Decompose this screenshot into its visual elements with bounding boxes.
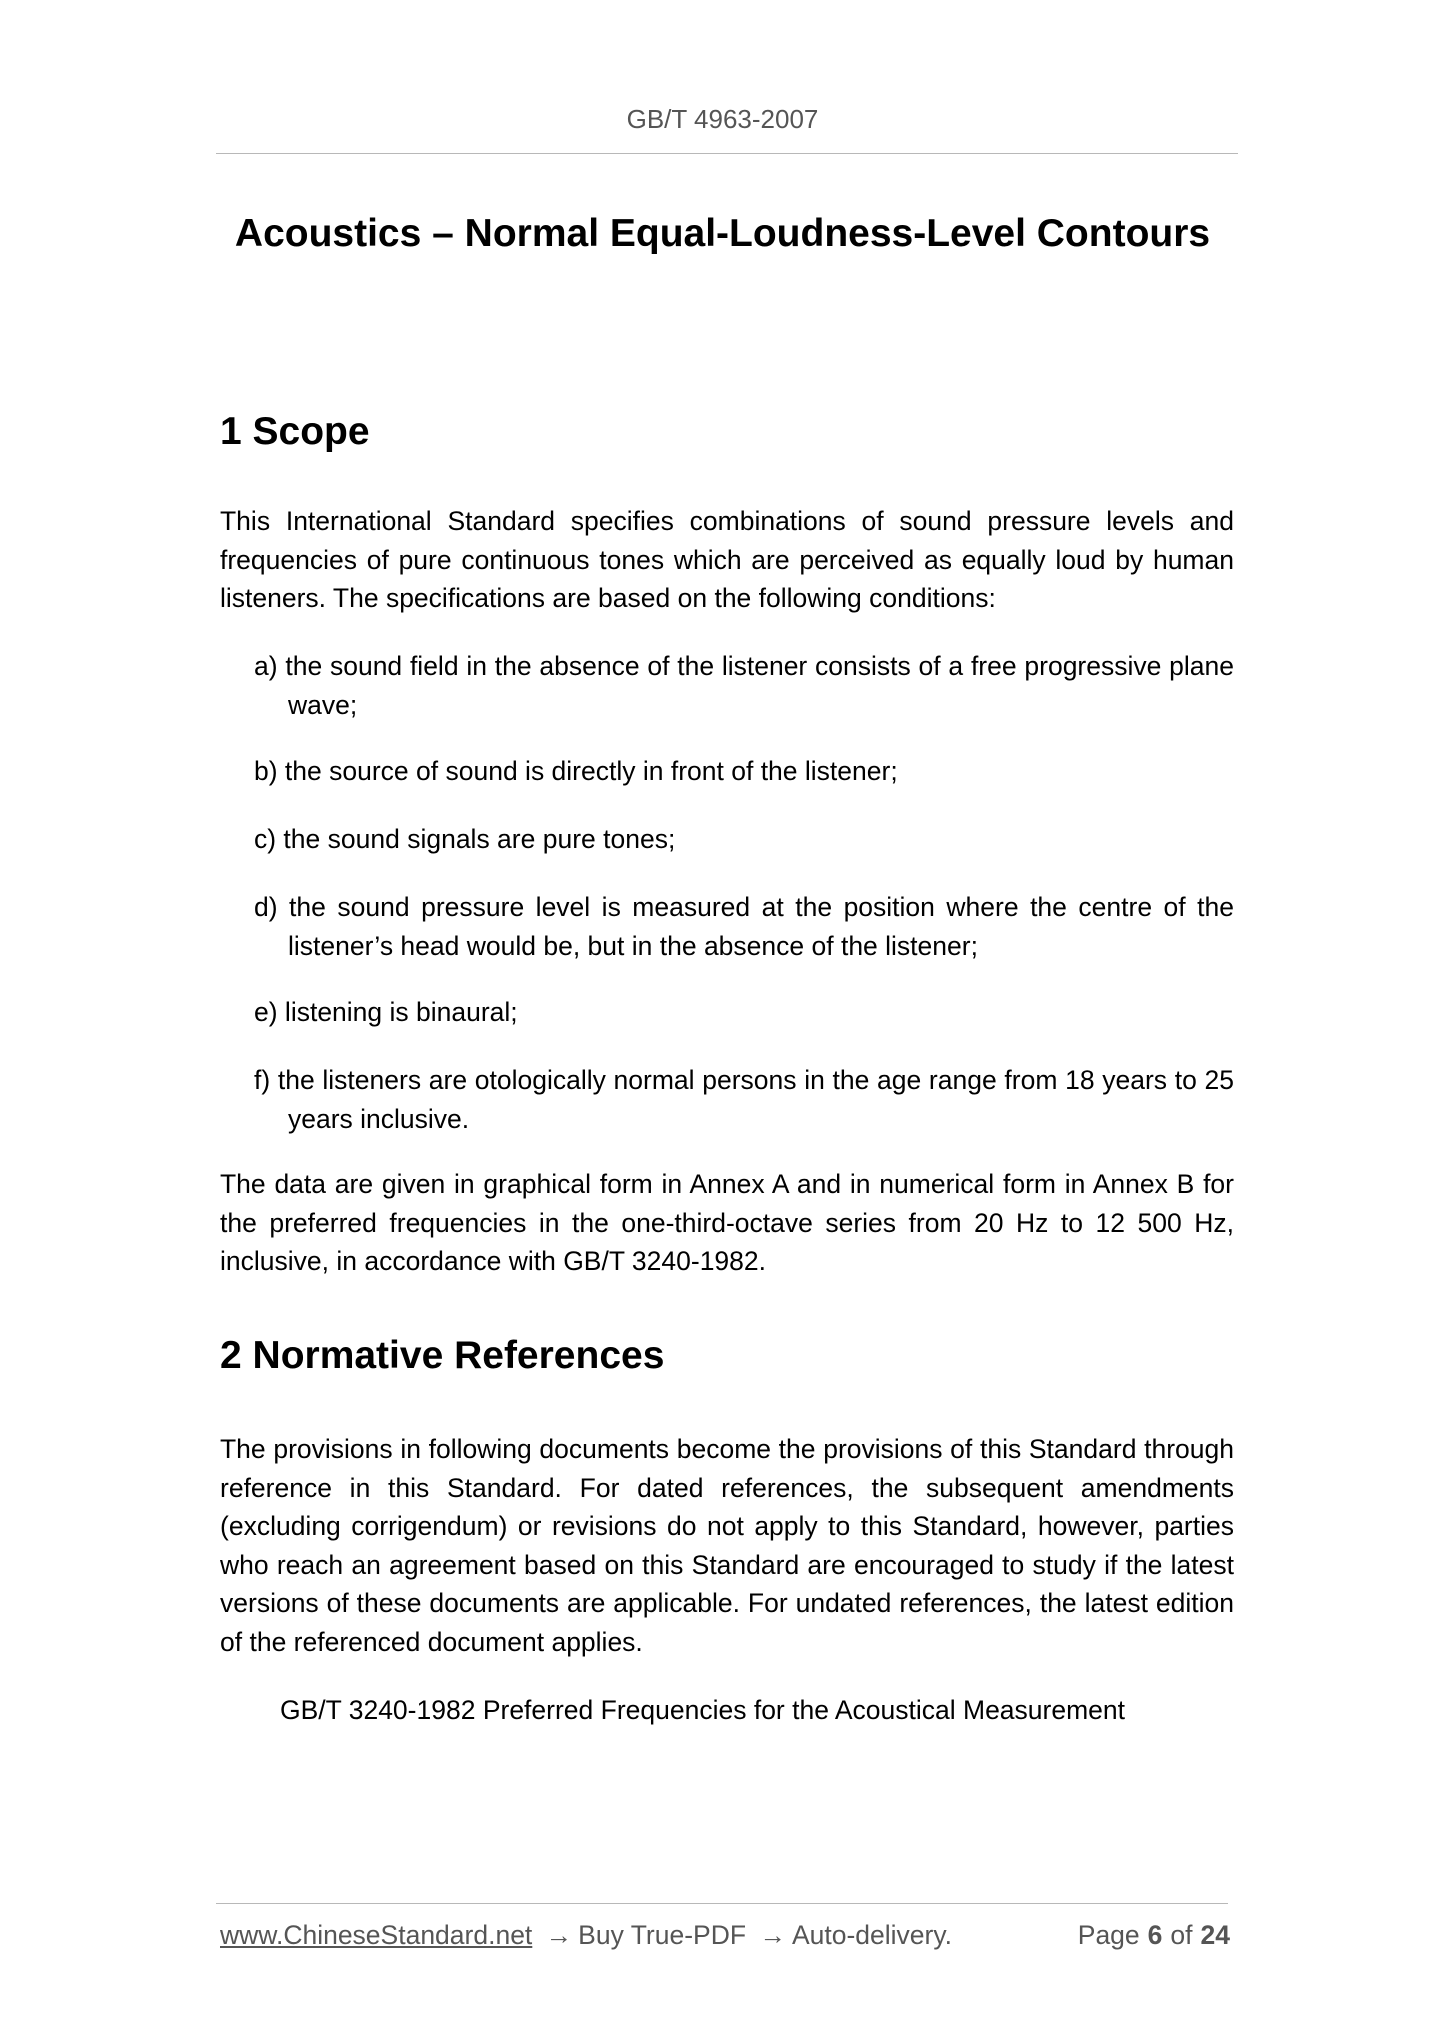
page-number [1078, 1920, 1230, 1951]
page-label: Page [1077, 1920, 1140, 1950]
arrow-right-icon: → [545, 1920, 573, 1950]
scope-closing-paragraph: The data are given in graphical form in Annex A and in numerical form in Annex B for the preferred frequencies in the one-third-octave series from 20 Hz to 12 500 Hz, inclusive, in accordance with GB/T 3240-1982. [220, 1169, 1234, 1276]
website-link[interactable]: www.ChineseStandard.net [220, 1920, 533, 1950]
footer-promo [220, 1920, 952, 1951]
condition-item-b: b) the source of sound is directly in front of the listener; [254, 756, 898, 786]
page-of-label: of [1170, 1920, 1193, 1950]
header-divider [216, 153, 1238, 154]
document-title: Acoustics – Normal Equal-Loudness-Level Contours [234, 212, 1211, 255]
section-heading-scope: 1 Scope [220, 410, 370, 453]
footer-divider [216, 1903, 1228, 1904]
page-footer [220, 1920, 1230, 1960]
arrow-right-icon: → [759, 1920, 786, 1950]
condition-item-a: a) the sound field in the absence of the listener consists of a free progressive plane wave; [254, 651, 1234, 720]
condition-item-d: d) the sound pressure level is measured at the position where the centre of the listener’s head would be, but in the absence of the listener; [254, 892, 1234, 961]
page-current: 6 [1147, 1920, 1163, 1950]
buy-text: Buy True-PDF [578, 1920, 747, 1950]
delivery-text: Auto-delivery. [791, 1920, 952, 1950]
section-heading-normative-references: 2 Normative References [220, 1334, 665, 1377]
reference-entry: GB/T 3240-1982 Preferred Frequencies for the Acoustical Measurement [280, 1695, 1126, 1725]
scope-intro-paragraph: This International Standard specifies combinations of sound pressure levels and frequencies of pure continuous tones which are perceived as equally loud by human listeners. The specifications are based on the following conditions: [220, 506, 1234, 613]
normative-references-paragraph: The provisions in following documents become the provisions of this Standard through reference in this Standard. For dated references, the subsequent amendments (excluding corrigendum) or revisions do not apply to this Standard, however, parties who reach an agreement based on this Standard are encouraged to study if the latest versions of these documents are applicable. For undated references, the latest edition of the referenced document applies. [220, 1434, 1234, 1657]
condition-item-e: e) listening is binaural; [254, 997, 518, 1027]
condition-item-c: c) the sound signals are pure tones; [254, 824, 676, 854]
running-header: GB/T 4963-2007 [626, 104, 819, 134]
page-total: 24 [1200, 1920, 1230, 1950]
condition-item-f: f) the listeners are otologically normal persons in the age range from 18 years to 25 years inclusive. [254, 1065, 1234, 1134]
